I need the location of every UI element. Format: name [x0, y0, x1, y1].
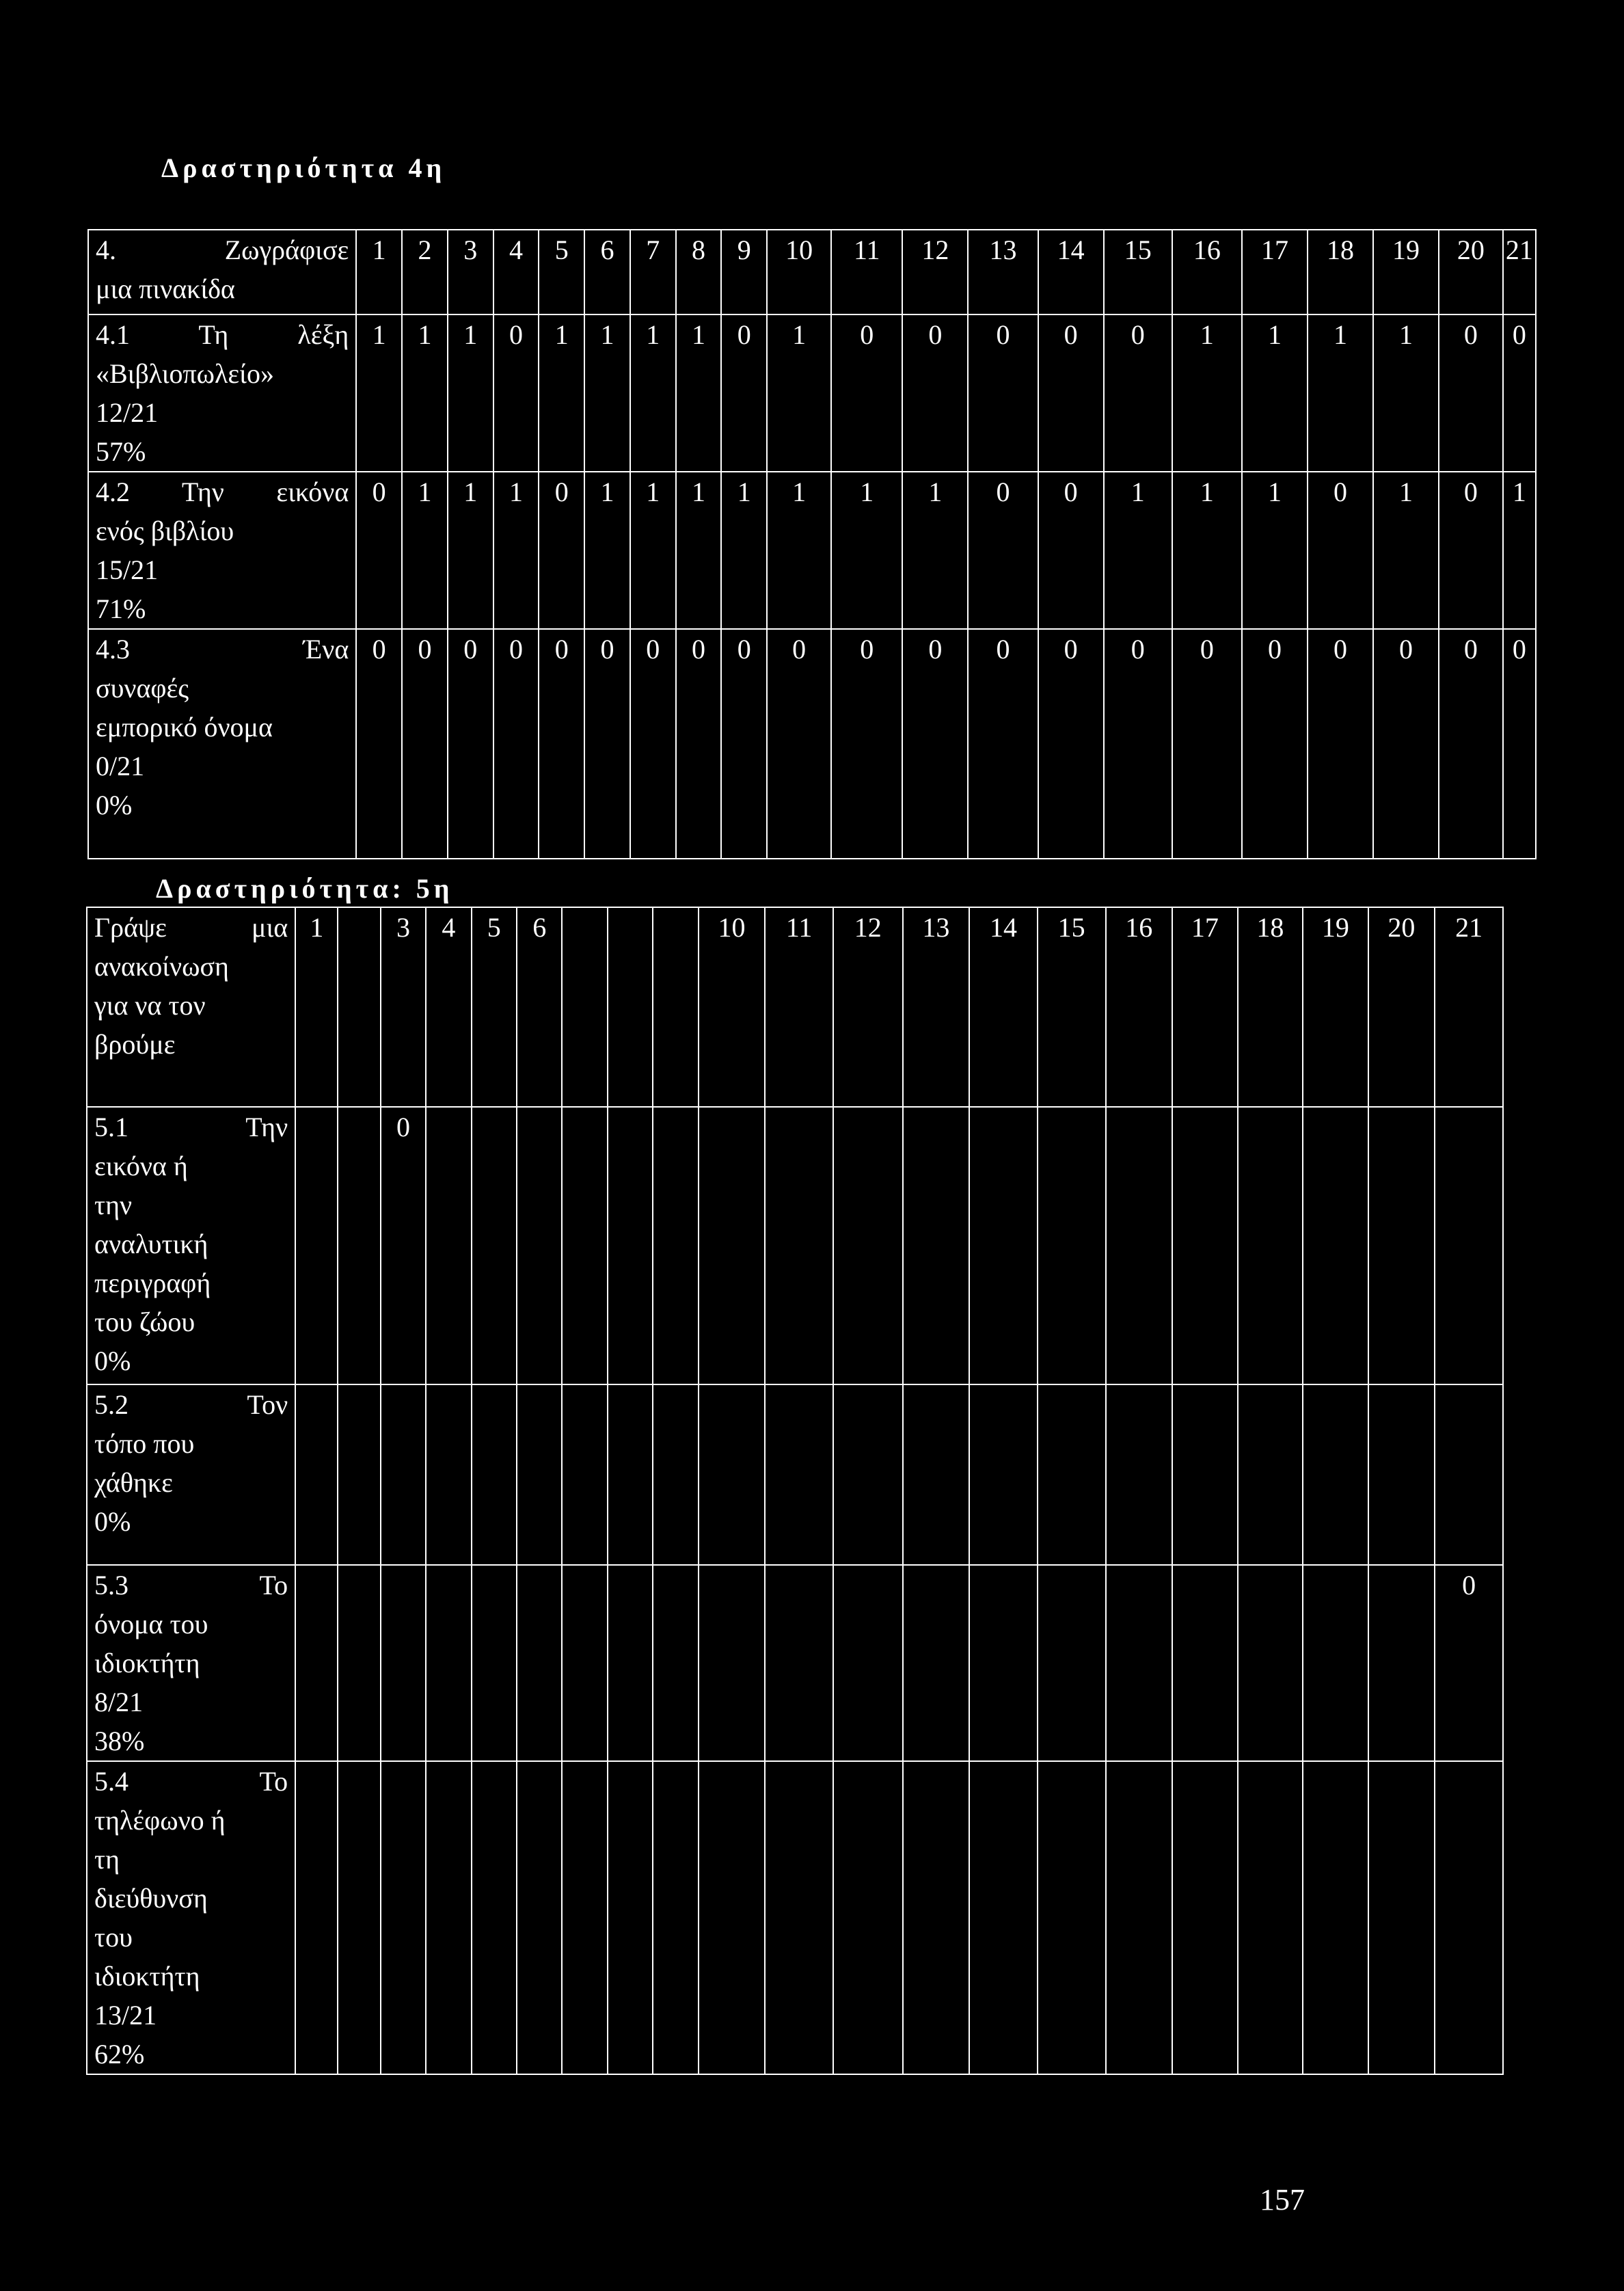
- score-cell: 1: [767, 314, 831, 472]
- row-label-line: ιδιοκτήτη: [94, 1648, 200, 1678]
- table-row: [88, 629, 1536, 859]
- row-label: [88, 314, 356, 472]
- score-cell: 0: [902, 314, 968, 472]
- column-number: 6: [517, 907, 562, 1107]
- activity5-table: [86, 907, 1504, 2075]
- score-cell: [1106, 1384, 1173, 1565]
- score-cell: 1: [630, 472, 676, 629]
- table-row: [87, 1761, 1503, 2074]
- score-cell: 0: [721, 314, 767, 472]
- score-cell: [833, 1761, 903, 2074]
- score-cell: [765, 1565, 833, 1761]
- score-cell: [562, 1565, 607, 1761]
- score-cell: [338, 1565, 380, 1761]
- row-label: [88, 230, 356, 314]
- column-number: 1: [295, 907, 338, 1107]
- row-label-line: 0%: [94, 1506, 131, 1537]
- row-label-line: εικόνα ή: [94, 1151, 188, 1181]
- column-number: 12: [902, 230, 968, 314]
- score-cell: 0: [356, 629, 402, 859]
- row-label: [87, 1107, 295, 1384]
- score-cell: [517, 1384, 562, 1565]
- row-label: [87, 907, 295, 1107]
- score-cell: 1: [676, 472, 722, 629]
- score-cell: 1: [1308, 314, 1373, 472]
- score-cell: 1: [1242, 472, 1308, 629]
- score-cell: 0: [448, 629, 493, 859]
- score-cell: [608, 1761, 653, 2074]
- activity5-heading: Δραστηριότητα: 5η: [156, 873, 454, 904]
- row-label-line: 12/21: [96, 397, 159, 428]
- row-label-line: αναλυτική: [94, 1229, 208, 1259]
- column-number: 10: [767, 230, 831, 314]
- score-cell: [472, 1384, 517, 1565]
- row-label-line: 0/21: [96, 751, 145, 781]
- score-cell: 1: [1104, 472, 1172, 629]
- table-row: [88, 472, 1536, 629]
- column-number: 16: [1172, 230, 1242, 314]
- score-cell: [833, 1107, 903, 1384]
- score-cell: 1: [1373, 472, 1439, 629]
- row-label-line: Γράψε μια: [94, 912, 288, 943]
- score-cell: [517, 1107, 562, 1384]
- row-label-line: του ζώου: [94, 1307, 195, 1337]
- score-cell: 0: [1439, 314, 1503, 472]
- column-number: 3: [448, 230, 493, 314]
- score-cell: [1435, 1761, 1503, 2074]
- score-cell: [699, 1761, 766, 2074]
- column-number: 14: [969, 907, 1038, 1107]
- row-label-line: τόπο που: [94, 1428, 195, 1459]
- score-cell: [1238, 1565, 1303, 1761]
- score-cell: 0: [630, 629, 676, 859]
- score-cell: 0: [968, 472, 1038, 629]
- score-cell: [1303, 1761, 1368, 2074]
- score-cell: [1038, 1761, 1106, 2074]
- row-label-line: 0%: [96, 790, 133, 820]
- row-label-line: 8/21: [94, 1687, 144, 1717]
- column-number: 8: [676, 230, 722, 314]
- row-label-line: μια πινακίδα: [96, 273, 235, 304]
- score-cell: [765, 1384, 833, 1565]
- score-cell: [1238, 1384, 1303, 1565]
- score-cell: 0: [381, 1107, 426, 1384]
- column-number: 16: [1106, 907, 1173, 1107]
- score-cell: 0: [831, 629, 902, 859]
- score-cell: [833, 1565, 903, 1761]
- row-label-line: 4.2 Την εικόνα: [96, 477, 349, 507]
- score-cell: 1: [721, 472, 767, 629]
- score-cell: 0: [1242, 629, 1308, 859]
- score-cell: [1172, 1107, 1238, 1384]
- row-label-line: βρούμε: [94, 1029, 176, 1060]
- column-number: 5: [539, 230, 584, 314]
- score-cell: 0: [1503, 629, 1536, 859]
- score-cell: [903, 1384, 970, 1565]
- score-cell: [608, 1107, 653, 1384]
- score-cell: 1: [1242, 314, 1308, 472]
- header-row: [87, 907, 1503, 1107]
- score-cell: 1: [584, 472, 630, 629]
- score-cell: 1: [402, 472, 448, 629]
- score-cell: 0: [356, 472, 402, 629]
- row-label-line: την: [94, 1190, 133, 1220]
- table-row: [87, 1107, 1503, 1384]
- score-cell: 1: [539, 314, 584, 472]
- score-cell: 0: [968, 629, 1038, 859]
- column-number: 2: [402, 230, 448, 314]
- score-cell: [562, 1384, 607, 1565]
- score-cell: 1: [1373, 314, 1439, 472]
- score-cell: [653, 1384, 698, 1565]
- row-label-line: 4.1 Τη λέξη: [96, 319, 349, 350]
- score-cell: 1: [493, 472, 539, 629]
- score-cell: [381, 1384, 426, 1565]
- score-cell: 1: [902, 472, 968, 629]
- score-cell: 0: [1038, 629, 1104, 859]
- row-label-line: 57%: [96, 436, 146, 467]
- score-cell: 0: [1435, 1565, 1503, 1761]
- score-cell: [765, 1107, 833, 1384]
- column-number: 12: [833, 907, 903, 1107]
- column-number: 13: [903, 907, 970, 1107]
- activity4-table: [87, 229, 1537, 859]
- column-number: 9: [721, 230, 767, 314]
- column-number: 19: [1373, 230, 1439, 314]
- score-cell: [562, 1761, 607, 2074]
- score-cell: [1303, 1565, 1368, 1761]
- score-cell: [1038, 1107, 1106, 1384]
- score-cell: 1: [448, 472, 493, 629]
- column-number: 11: [831, 230, 902, 314]
- score-cell: 0: [1308, 629, 1373, 859]
- column-number: 18: [1238, 907, 1303, 1107]
- column-number: [338, 907, 380, 1107]
- row-label: [88, 629, 356, 859]
- score-cell: [699, 1107, 766, 1384]
- column-number: 19: [1303, 907, 1368, 1107]
- row-label-line: τη: [94, 1844, 120, 1875]
- row-label-line: 5.4 Το: [94, 1766, 288, 1797]
- column-number: [653, 907, 698, 1107]
- score-cell: 0: [831, 314, 902, 472]
- score-cell: [517, 1761, 562, 2074]
- score-cell: [1435, 1107, 1503, 1384]
- score-cell: [562, 1107, 607, 1384]
- column-number: 3: [381, 907, 426, 1107]
- table-row: [88, 314, 1536, 472]
- score-cell: [338, 1107, 380, 1384]
- row-label-line: 5.3 Το: [94, 1570, 288, 1600]
- score-cell: 0: [1439, 472, 1503, 629]
- score-cell: [653, 1761, 698, 2074]
- score-cell: 1: [1503, 472, 1536, 629]
- score-cell: 0: [402, 629, 448, 859]
- score-cell: 0: [1038, 472, 1104, 629]
- column-number: 20: [1368, 907, 1435, 1107]
- score-cell: [295, 1107, 338, 1384]
- score-cell: [833, 1384, 903, 1565]
- score-cell: 0: [1172, 629, 1242, 859]
- row-label-line: εμπορικό όνομα: [96, 712, 273, 742]
- score-cell: [903, 1761, 970, 2074]
- score-cell: [699, 1384, 766, 1565]
- score-cell: [295, 1384, 338, 1565]
- score-cell: [1368, 1107, 1435, 1384]
- score-cell: 0: [584, 629, 630, 859]
- page-number: 157: [1260, 2183, 1305, 2216]
- row-label-line: ενός βιβλίου: [96, 515, 234, 546]
- row-label-line: διεύθυνση: [94, 1883, 208, 1914]
- row-label-line: 13/21: [94, 2000, 157, 2031]
- score-cell: 0: [539, 629, 584, 859]
- row-label-line: όνομα του: [94, 1609, 208, 1639]
- score-cell: 0: [1104, 629, 1172, 859]
- row-label-line: περιγραφή: [94, 1268, 211, 1298]
- score-cell: [426, 1107, 471, 1384]
- header-row: [88, 230, 1536, 314]
- score-cell: [1368, 1565, 1435, 1761]
- score-cell: [903, 1565, 970, 1761]
- score-cell: [1172, 1565, 1238, 1761]
- column-number: 15: [1038, 907, 1106, 1107]
- row-label-line: του: [94, 1922, 133, 1953]
- column-number: [562, 907, 607, 1107]
- column-number: 7: [630, 230, 676, 314]
- score-cell: 0: [1308, 472, 1373, 629]
- score-cell: [1368, 1384, 1435, 1565]
- column-number: 20: [1439, 230, 1503, 314]
- score-cell: [969, 1107, 1038, 1384]
- score-cell: [1038, 1565, 1106, 1761]
- row-label: [87, 1384, 295, 1565]
- column-number: 13: [968, 230, 1038, 314]
- score-cell: [295, 1761, 338, 2074]
- column-number: 10: [699, 907, 766, 1107]
- row-label-line: 15/21: [96, 554, 159, 585]
- score-cell: [699, 1565, 766, 1761]
- score-cell: [517, 1565, 562, 1761]
- score-cell: [381, 1565, 426, 1761]
- score-cell: [1038, 1384, 1106, 1565]
- score-cell: [653, 1107, 698, 1384]
- score-cell: 0: [539, 472, 584, 629]
- column-number: 21: [1503, 230, 1536, 314]
- score-cell: [608, 1384, 653, 1565]
- column-number: 4: [426, 907, 471, 1107]
- row-label-line: ιδιοκτήτη: [94, 1961, 200, 1992]
- score-cell: 1: [356, 314, 402, 472]
- column-number: 17: [1172, 907, 1238, 1107]
- row-label-line: 38%: [94, 1726, 145, 1756]
- score-cell: [1106, 1107, 1173, 1384]
- score-cell: [381, 1761, 426, 2074]
- row-label: [87, 1565, 295, 1761]
- row-label-line: 5.2 Τον: [94, 1389, 288, 1420]
- score-cell: [1368, 1761, 1435, 2074]
- column-number: 21: [1435, 907, 1503, 1107]
- score-cell: [1238, 1107, 1303, 1384]
- score-cell: [969, 1384, 1038, 1565]
- score-cell: [1172, 1384, 1238, 1565]
- score-cell: [903, 1107, 970, 1384]
- score-cell: 1: [402, 314, 448, 472]
- row-label: [87, 1761, 295, 2074]
- score-cell: [338, 1761, 380, 2074]
- row-label-line: 62%: [94, 2039, 145, 2069]
- row-label-line: 4. Ζωγράφισε: [96, 235, 349, 265]
- score-cell: 1: [448, 314, 493, 472]
- column-number: 14: [1038, 230, 1104, 314]
- score-cell: [653, 1565, 698, 1761]
- column-number: [608, 907, 653, 1107]
- score-cell: [1106, 1565, 1173, 1761]
- score-cell: 1: [767, 472, 831, 629]
- score-cell: 0: [493, 629, 539, 859]
- row-label-line: 5.1 Την: [94, 1112, 288, 1142]
- score-cell: 0: [767, 629, 831, 859]
- score-cell: [608, 1565, 653, 1761]
- score-cell: 1: [676, 314, 722, 472]
- score-cell: 1: [1172, 472, 1242, 629]
- score-cell: [472, 1565, 517, 1761]
- column-number: 1: [356, 230, 402, 314]
- row-label-line: 0%: [94, 1345, 131, 1376]
- row-label-line: τηλέφωνο ή: [94, 1805, 226, 1836]
- score-cell: [426, 1384, 471, 1565]
- row-label-line: χάθηκε: [94, 1467, 173, 1498]
- score-cell: 0: [1503, 314, 1536, 472]
- score-cell: [1303, 1384, 1368, 1565]
- activity4-heading: Δραστηριότητα 4η: [161, 152, 446, 183]
- score-cell: 1: [584, 314, 630, 472]
- score-cell: [1303, 1107, 1368, 1384]
- score-cell: [338, 1384, 380, 1565]
- score-cell: [472, 1761, 517, 2074]
- table-row: [87, 1565, 1503, 1761]
- score-cell: [472, 1107, 517, 1384]
- column-number: 6: [584, 230, 630, 314]
- column-number: 18: [1308, 230, 1373, 314]
- column-number: 17: [1242, 230, 1308, 314]
- row-label-line: συναφές: [96, 673, 189, 704]
- row-label-line: 4.3 Ένα: [96, 634, 349, 665]
- score-cell: [1106, 1761, 1173, 2074]
- score-cell: [1172, 1761, 1238, 2074]
- column-number: 15: [1104, 230, 1172, 314]
- score-cell: [295, 1565, 338, 1761]
- row-label: [88, 472, 356, 629]
- score-cell: 0: [721, 629, 767, 859]
- score-cell: 0: [902, 629, 968, 859]
- row-label-line: ανακοίνωση: [94, 951, 229, 982]
- table-row: [87, 1384, 1503, 1565]
- score-cell: 0: [1439, 629, 1503, 859]
- column-number: 11: [765, 907, 833, 1107]
- score-cell: [1435, 1384, 1503, 1565]
- score-cell: [426, 1761, 471, 2074]
- score-cell: 0: [1038, 314, 1104, 472]
- score-cell: [969, 1565, 1038, 1761]
- score-cell: 0: [1104, 314, 1172, 472]
- score-cell: [969, 1761, 1038, 2074]
- column-number: 4: [493, 230, 539, 314]
- score-cell: 0: [968, 314, 1038, 472]
- score-cell: [1238, 1761, 1303, 2074]
- score-cell: 1: [1172, 314, 1242, 472]
- score-cell: 1: [831, 472, 902, 629]
- row-label-line: για να τον: [94, 990, 206, 1021]
- column-number: 5: [472, 907, 517, 1107]
- score-cell: [426, 1565, 471, 1761]
- score-cell: 0: [676, 629, 722, 859]
- score-cell: 0: [493, 314, 539, 472]
- row-label-line: «Βιβλιοπωλείο»: [96, 358, 274, 389]
- row-label-line: 71%: [96, 593, 146, 624]
- score-cell: 1: [630, 314, 676, 472]
- score-cell: 0: [1373, 629, 1439, 859]
- score-cell: [765, 1761, 833, 2074]
